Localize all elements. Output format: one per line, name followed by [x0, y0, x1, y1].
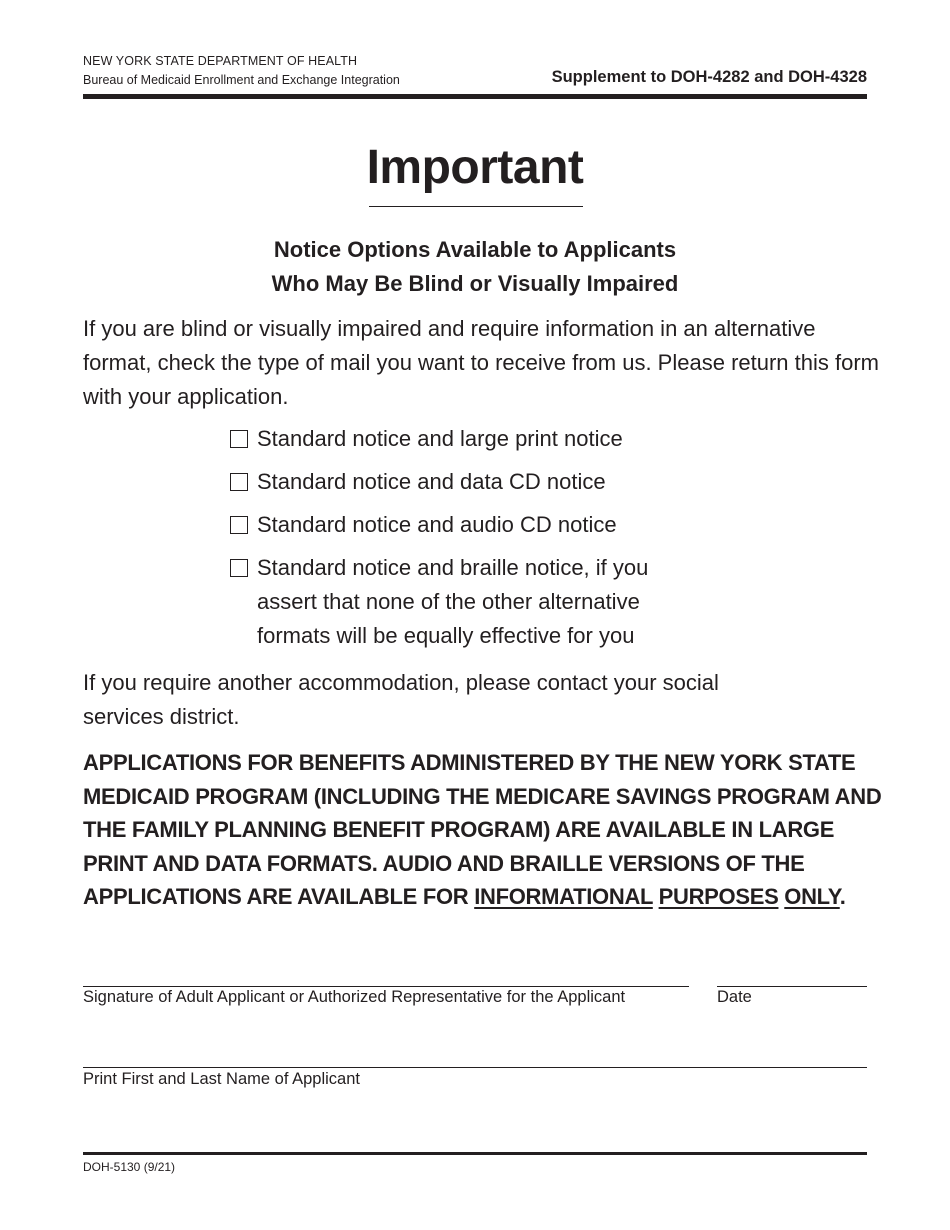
- option-label: Standard notice and large print notice: [257, 426, 623, 451]
- footer-rule: [83, 1152, 867, 1155]
- notice-underline-2: PURPOSES: [658, 884, 779, 909]
- checkbox-audio-cd[interactable]: [230, 516, 248, 534]
- option-data-cd[interactable]: [230, 465, 697, 499]
- option-label: Standard notice and audio CD notice: [257, 512, 617, 537]
- checkbox-braille[interactable]: [230, 559, 248, 577]
- title-underline: [369, 206, 583, 207]
- subtitle: [0, 233, 950, 301]
- signature-field[interactable]: [83, 986, 689, 987]
- notice-text: APPLICATIONS FOR BENEFITS ADMINISTERED BY THE NEW YORK STATE MEDICAID PROGRAM (INCLUDING THE MEDICARE SAVINGS PROGRAM AND THE FAMILY PLANNING BENEFIT PROGRAM) ARE AVAILABLE IN LARGE PRINT AND DATA FORMATS. AUDIO AND BRAILLE VERSIONS OF THE APPLICATIONS ARE AVAILABLE FOR: [83, 750, 882, 909]
- option-label: Standard notice and data CD notice: [257, 469, 606, 494]
- form-number: DOH-5130 (9/21): [83, 1160, 176, 1174]
- notice-end: .: [839, 884, 846, 909]
- header-bureau: Bureau of Medicaid Enrollment and Exchange Integration: [83, 73, 400, 87]
- intro-paragraph: If you are blind or visually impaired and require information in an alternative format, check the type of mail you want to receive from us. Please return this form with your application.: [83, 316, 879, 409]
- checkbox-data-cd[interactable]: [230, 473, 248, 491]
- option-braille[interactable]: [230, 551, 697, 653]
- header-supplement: Supplement to DOH-4282 and DOH-4328: [551, 68, 867, 86]
- header-rule: [83, 94, 867, 99]
- signature-label: Signature of Adult Applicant or Authorized Representative for the Applicant: [83, 988, 626, 1006]
- checkbox-large-print[interactable]: [230, 430, 248, 448]
- applicant-name-label: Print First and Last Name of Applicant: [83, 1070, 360, 1088]
- notice-underline-1: INFORMATIONAL: [474, 884, 653, 909]
- option-audio-cd[interactable]: [230, 508, 697, 542]
- date-label: Date: [717, 988, 752, 1006]
- header-agency: NEW YORK STATE DEPARTMENT OF HEALTH: [83, 54, 358, 68]
- date-field[interactable]: [717, 986, 867, 987]
- subtitle-line-1: Notice Options Available to Applicants: [273, 237, 677, 262]
- accommodation-paragraph: If you require another accommodation, please contact your social services district.: [83, 670, 719, 729]
- page-title: Important: [366, 141, 584, 194]
- option-large-print[interactable]: [230, 422, 697, 456]
- notice-underline-3: ONLY: [784, 884, 840, 909]
- option-label: Standard notice and braille notice, if you assert that none of the other alternative formats will be equally effective for you: [257, 555, 649, 648]
- applicant-name-field[interactable]: [83, 1067, 867, 1068]
- subtitle-line-2: Who May Be Blind or Visually Impaired: [271, 271, 679, 296]
- availability-notice: [83, 746, 883, 914]
